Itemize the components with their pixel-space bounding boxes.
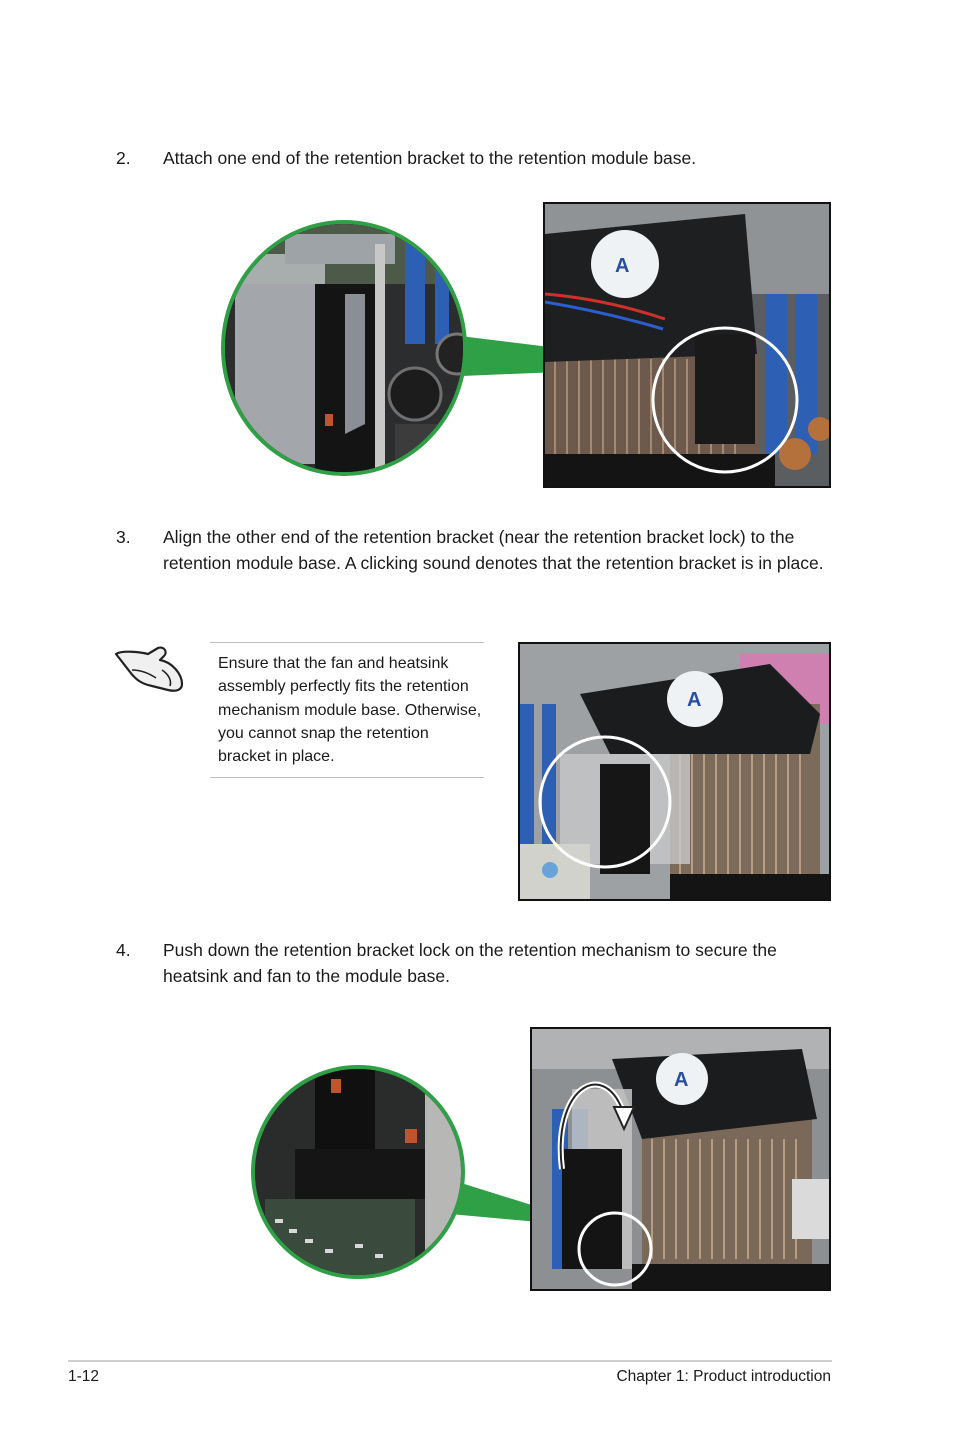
step-text: Align the other end of the retention bracket (near the retention bracket lock) to the retention module base. A clicking sound denotes that the retention bracket is in place. — [163, 527, 824, 573]
note-text: Ensure that the fan and heatsink assembly perfectly fits the retention mechanism module base. Otherwise, you cannot snap the retention bracket in place. — [218, 655, 482, 766]
fan-logo: A — [687, 689, 702, 711]
pointing-hand-icon — [112, 640, 188, 696]
fan-logo: A — [615, 255, 630, 277]
step-number: 4. — [116, 940, 131, 960]
zoom-detail-bracket-attach — [221, 220, 467, 476]
step-text: Push down the retention bracket lock on the retention mechanism to secure the heatsink and fan to the module base. — [163, 940, 777, 986]
chapter-title: Chapter 1: Product introduction — [616, 1368, 831, 1385]
photo-heatsink-step-4 — [530, 1027, 831, 1291]
fan-logo: A — [674, 1069, 689, 1091]
note-box — [210, 642, 484, 778]
zoom-detail-bracket-lock — [251, 1065, 465, 1279]
step-text: Attach one end of the retention bracket to the retention module base. — [163, 148, 697, 168]
footer-rule — [68, 1360, 832, 1362]
step-number: 2. — [116, 148, 131, 168]
step-number: 3. — [116, 527, 131, 547]
photo-heatsink-step-2 — [543, 202, 831, 488]
photo-heatsink-step-3 — [518, 642, 831, 901]
page-number: 1-12 — [68, 1368, 100, 1385]
